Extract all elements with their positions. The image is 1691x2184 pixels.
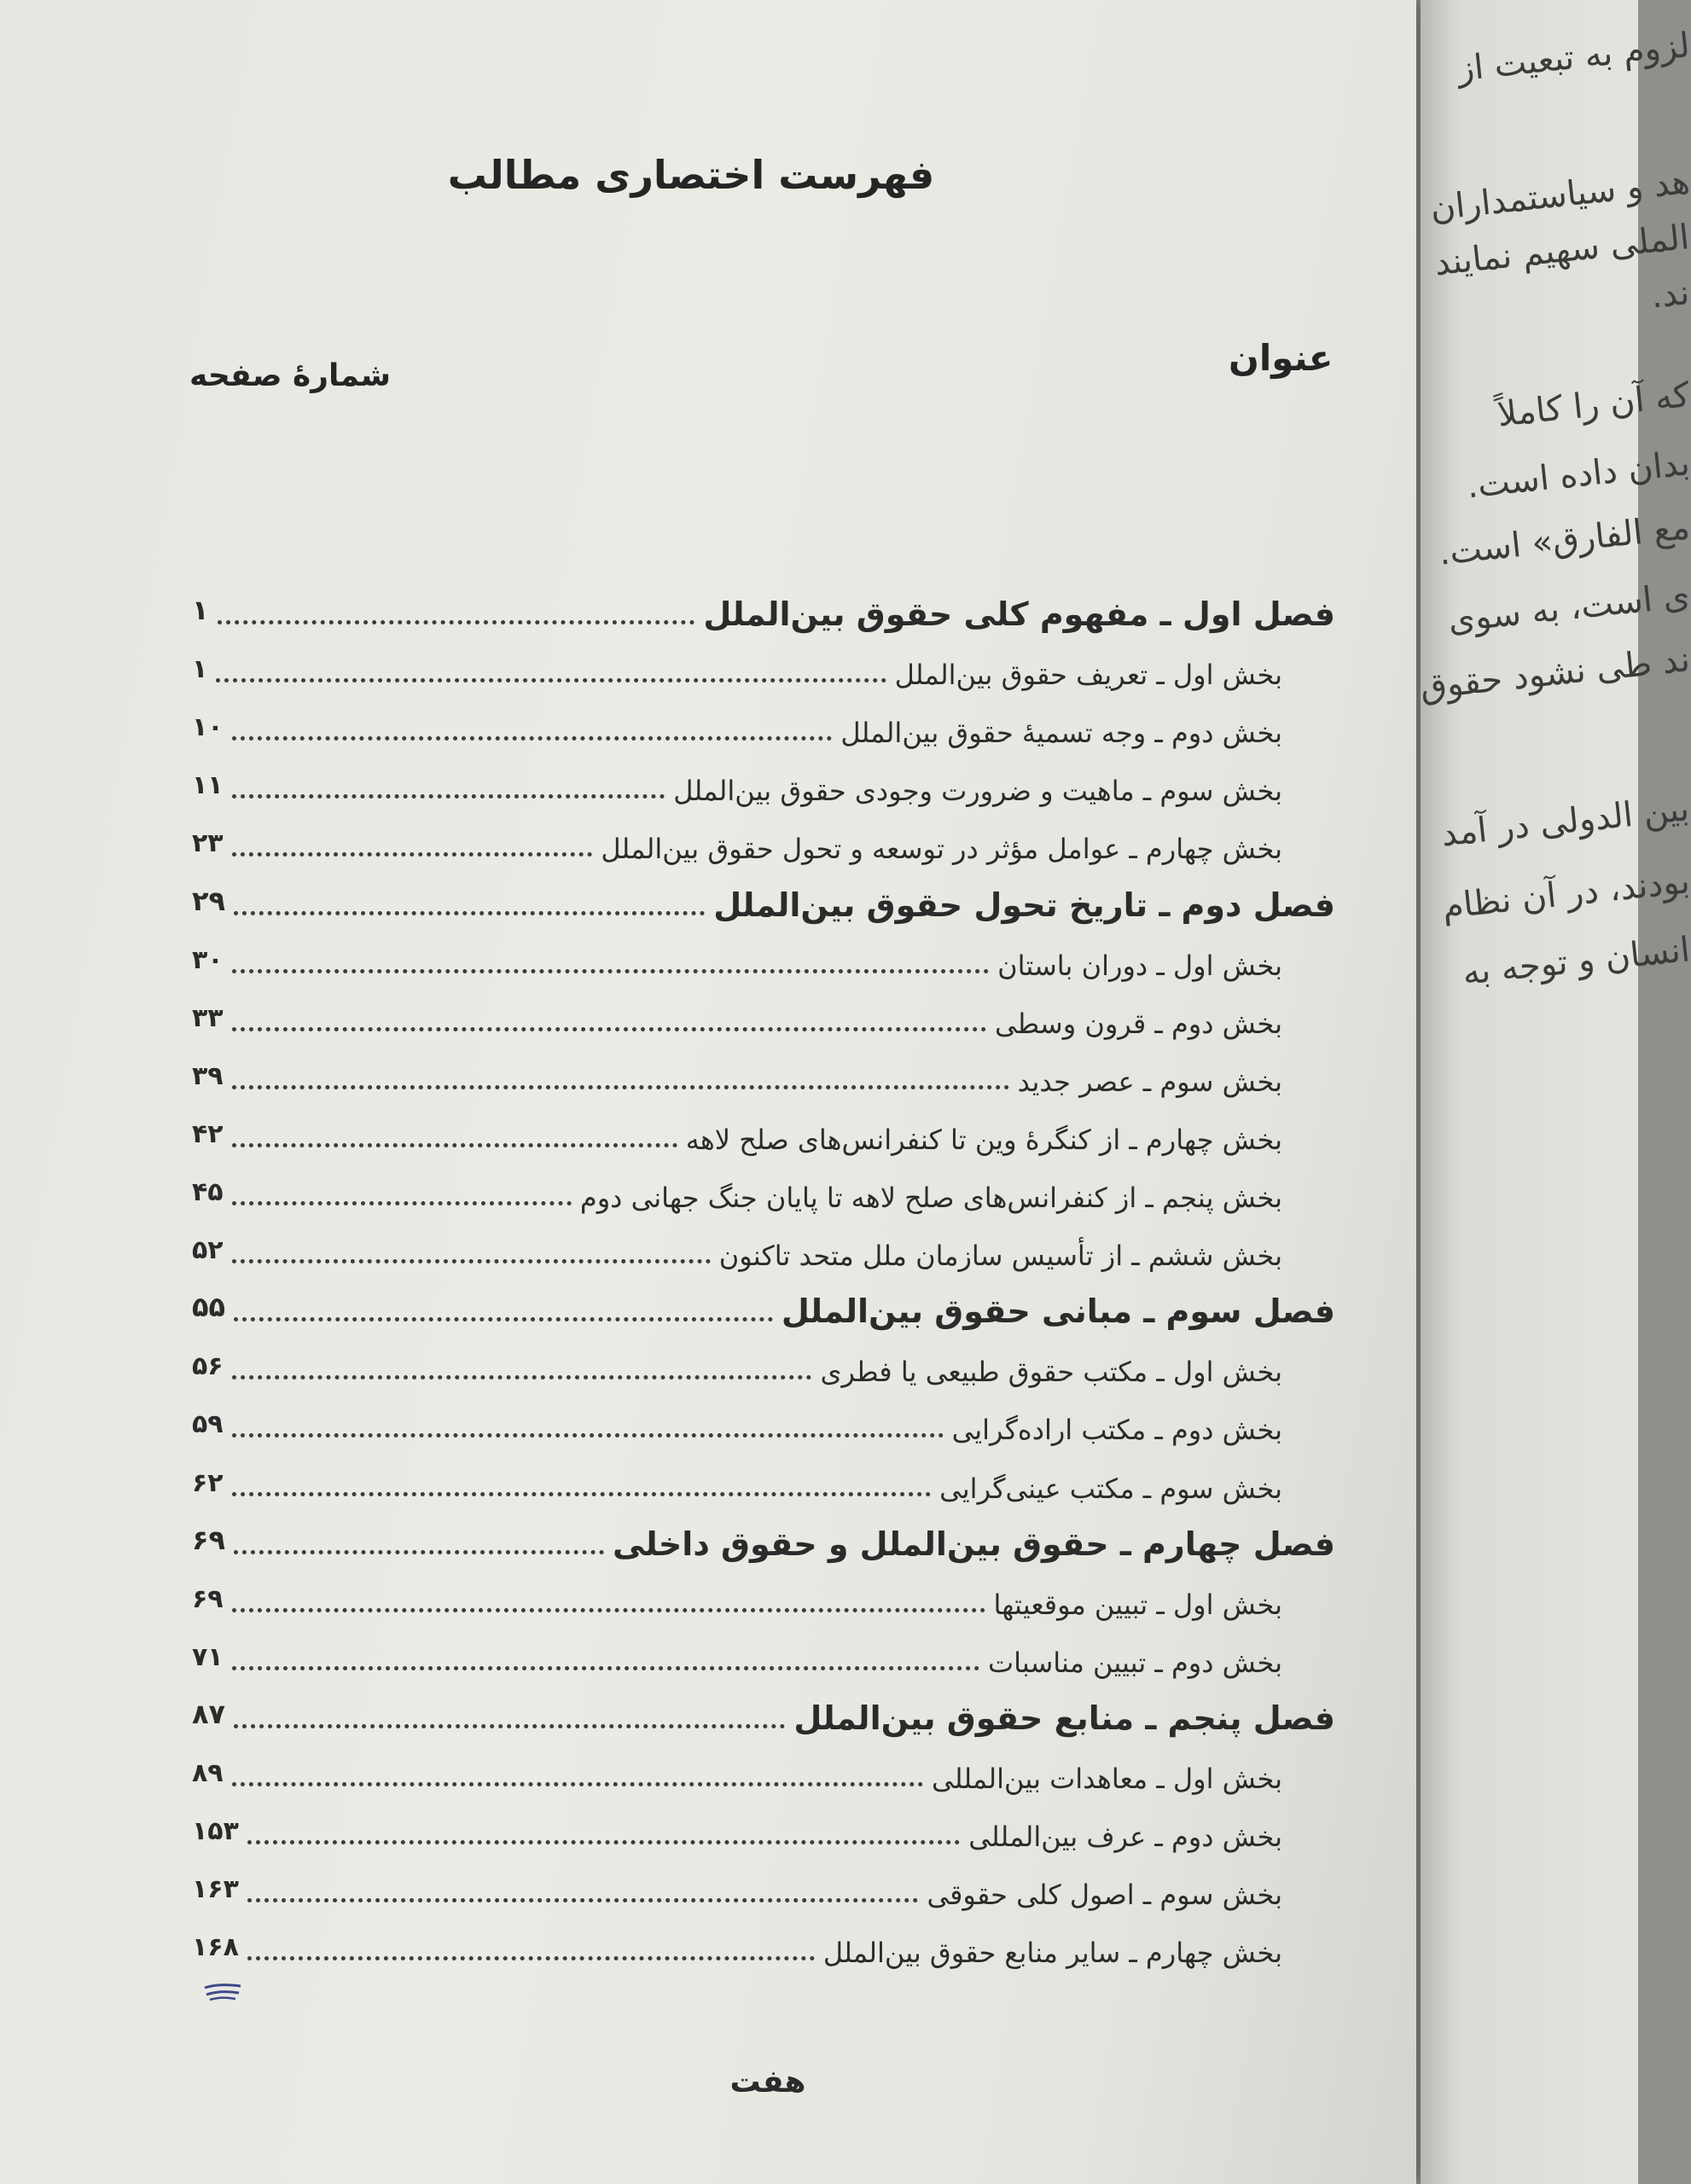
facing-page-text-line: بودند، در آن نظام <box>1439 862 1691 927</box>
toc-entry-page-number: ۱۱ <box>192 770 224 801</box>
toc-entry-page-number: ۱۶۸ <box>192 1932 239 1963</box>
toc-entry-page-number: ۳۹ <box>192 1060 224 1091</box>
toc-chapter-row <box>192 1275 1335 1333</box>
toc-entry-title: بخش دوم ـ قرون وسطی <box>994 1007 1282 1040</box>
dot-leader <box>247 1898 919 1902</box>
page-number: هفت <box>729 2065 806 2100</box>
toc-section-row <box>192 1159 1335 1217</box>
toc-entry-page-number: ۵۹ <box>192 1409 224 1440</box>
toc-entry-title: فصل دوم ـ تاریخ تحول حقوق بین‌الملل <box>713 886 1335 924</box>
toc-entry-title: فصل اول ـ مفهوم کلی حقوق بین‌الملل <box>703 595 1335 634</box>
dot-leader <box>247 1840 960 1844</box>
toc-entry-page-number: ۷۱ <box>192 1641 224 1672</box>
toc-entry-title: بخش چهارم ـ سایر منابع حقوق بین‌الملل <box>822 1937 1282 1970</box>
toc-entry-page-number: ۱۰ <box>192 712 224 743</box>
toc-entry-title: بخش پنجم ـ از کنفرانس‌های صلح لاهه تا پایان جنگ جهانی دوم <box>579 1182 1282 1215</box>
toc-chapter-row <box>192 868 1335 926</box>
toc-entry-page-number: ۵۶ <box>192 1351 224 1382</box>
facing-page-text-line: ند طی نشود حقوق <box>1417 640 1691 708</box>
facing-page-text-line: هد و سیاستمداران <box>1428 162 1691 229</box>
toc-entry-title: بخش دوم ـ مکتب اراده‌گرایی <box>951 1414 1282 1447</box>
table-of-contents <box>192 578 1335 1972</box>
dot-leader <box>232 1782 923 1786</box>
toc-entry-title: بخش سوم ـ مکتب عینی‌گرایی <box>939 1472 1282 1505</box>
toc-entry-page-number: ۱ <box>192 594 209 627</box>
toc-entry-page-number: ۳۰ <box>192 944 224 975</box>
toc-section-row <box>192 1333 1335 1391</box>
toc-entry-title: فصل چهارم ـ حقوق بین‌الملل و حقوق داخلی <box>612 1525 1335 1563</box>
toc-entry-page-number: ۶۲ <box>192 1467 224 1498</box>
dot-leader <box>232 1666 979 1670</box>
dot-leader <box>232 1375 812 1380</box>
dot-leader <box>232 794 665 799</box>
facing-page-text-line: ند. <box>1648 273 1691 317</box>
toc-section-row <box>192 1217 1335 1275</box>
toc-entry-title: بخش اول ـ تبیین موقعیتها <box>993 1588 1282 1621</box>
dot-leader <box>232 1492 931 1496</box>
dot-leader <box>232 1027 986 1031</box>
toc-entry-title: بخش دوم ـ عرف بین‌المللی <box>968 1821 1282 1854</box>
facing-page-text-line: الملی سهیم نمایند <box>1432 218 1691 284</box>
toc-section-row <box>192 1624 1335 1682</box>
toc-entry-page-number: ۴۲ <box>192 1118 224 1149</box>
dot-leader <box>218 620 695 624</box>
toc-entry-page-number: ۳۳ <box>192 1002 224 1033</box>
toc-entry-page-number: ۱۵۳ <box>192 1816 239 1847</box>
dot-leader <box>234 1550 604 1554</box>
toc-section-row <box>192 752 1335 810</box>
toc-entry-title: بخش دوم ـ تبیین مناسبات <box>987 1646 1282 1679</box>
toc-entry-title: بخش چهارم ـ از کنگرهٔ وین تا کنفرانس‌های صلح لاهه <box>685 1123 1282 1156</box>
toc-section-row <box>192 1391 1335 1449</box>
dot-leader <box>232 1259 711 1263</box>
toc-entry-page-number: ۶۹ <box>192 1523 226 1556</box>
toc-section-row <box>192 1856 1335 1914</box>
toc-entry-title: بخش سوم ـ ماهیت و ضرورت وجودی حقوق بین‌الملل <box>673 775 1282 808</box>
dot-leader <box>232 1201 572 1205</box>
facing-page-text-line: بین الدولی در آمد <box>1439 789 1691 855</box>
facing-page-text-line: ی است، به سوی <box>1445 576 1691 641</box>
dot-leader <box>247 1956 815 1960</box>
facing-page <box>1417 0 1691 2184</box>
dot-leader <box>234 1724 785 1728</box>
dot-leader <box>232 1085 1009 1089</box>
toc-chapter-row <box>192 1682 1335 1740</box>
toc-entry-page-number: ۲۳ <box>192 828 224 859</box>
toc-section-row <box>192 985 1335 1043</box>
dot-leader <box>232 1608 985 1612</box>
dot-leader <box>232 1433 944 1438</box>
toc-entry-title: بخش سوم ـ عصر جدید <box>1017 1065 1282 1098</box>
toc-entry-page-number: ۱ <box>192 654 208 685</box>
toc-entry-title: بخش اول ـ مکتب حقوق طبیعی یا فطری <box>820 1356 1282 1389</box>
toc-entry-page-number: ۱۶۳ <box>192 1874 239 1905</box>
dot-leader <box>234 1317 773 1321</box>
toc-entry-page-number: ۲۹ <box>192 884 226 917</box>
dot-leader <box>234 911 705 915</box>
toc-section-row <box>192 1740 1335 1798</box>
toc-section-row <box>192 1043 1335 1101</box>
dot-leader <box>232 852 593 857</box>
toc-section-row <box>192 1914 1335 1972</box>
column-header-title: عنوان <box>1229 337 1334 379</box>
column-header-page-number: شمارهٔ صفحه <box>189 358 392 393</box>
toc-entry-page-number: ۸۷ <box>192 1697 226 1730</box>
toc-entry-title: بخش اول ـ معاهدات بین‌المللی <box>932 1762 1282 1795</box>
toc-section-row <box>192 1566 1335 1624</box>
toc-entry-title: بخش اول ـ تعریف حقوق بین‌الملل <box>894 659 1282 692</box>
toc-section-row <box>192 694 1335 752</box>
dot-leader <box>232 1143 677 1147</box>
toc-entry-title: بخش چهارم ـ عوامل مؤثر در توسعه و تحول حقوق بین‌الملل <box>601 833 1282 866</box>
facing-page-text-line: انسان و توجه به <box>1460 930 1691 993</box>
toc-section-row <box>192 636 1335 694</box>
dot-leader <box>232 736 833 741</box>
toc-entry-page-number: ۴۵ <box>192 1177 224 1208</box>
toc-entry-title: بخش سوم ـ اصول کلی حقوقی <box>927 1879 1282 1912</box>
toc-section-row <box>192 810 1335 868</box>
toc-entry-page-number: ۵۵ <box>192 1291 226 1324</box>
pen-mark-icon <box>203 1981 242 2003</box>
toc-chapter-row <box>192 1508 1335 1566</box>
toc-entry-page-number: ۵۲ <box>192 1235 224 1266</box>
toc-entry-title: بخش اول ـ دوران باستان <box>997 949 1282 982</box>
dot-leader <box>216 678 886 682</box>
toc-section-row <box>192 1798 1335 1856</box>
toc-section-row <box>192 1449 1335 1507</box>
toc-entry-title: بخش دوم ـ وجه تسمیهٔ حقوق بین‌الملل <box>840 717 1282 750</box>
toc-entry-title: بخش ششم ـ از تأسیس سازمان ملل متحد تاکنون <box>718 1240 1282 1273</box>
toc-entry-page-number: ۸۹ <box>192 1757 224 1788</box>
toc-entry-title: فصل پنجم ـ منابع حقوق بین‌الملل <box>793 1699 1335 1737</box>
dot-leader <box>232 969 989 973</box>
facing-page-text-line: که آن را کاملاً <box>1495 375 1691 435</box>
toc-section-row <box>192 1101 1335 1159</box>
toc-section-row <box>192 927 1335 985</box>
toc-chapter-row <box>192 578 1335 636</box>
toc-entry-title: فصل سوم ـ مبانی حقوق بین‌الملل <box>781 1292 1335 1331</box>
facing-page-text-line: لزوم به تبعیت از <box>1455 26 1691 90</box>
toc-entry-page-number: ۶۹ <box>192 1583 224 1614</box>
facing-page-text-line: بدان داده است. <box>1464 444 1691 507</box>
page-title: فهرست اختصاری مطالب <box>447 152 935 198</box>
facing-page-text-line: مع الفارق» است. <box>1436 508 1691 573</box>
